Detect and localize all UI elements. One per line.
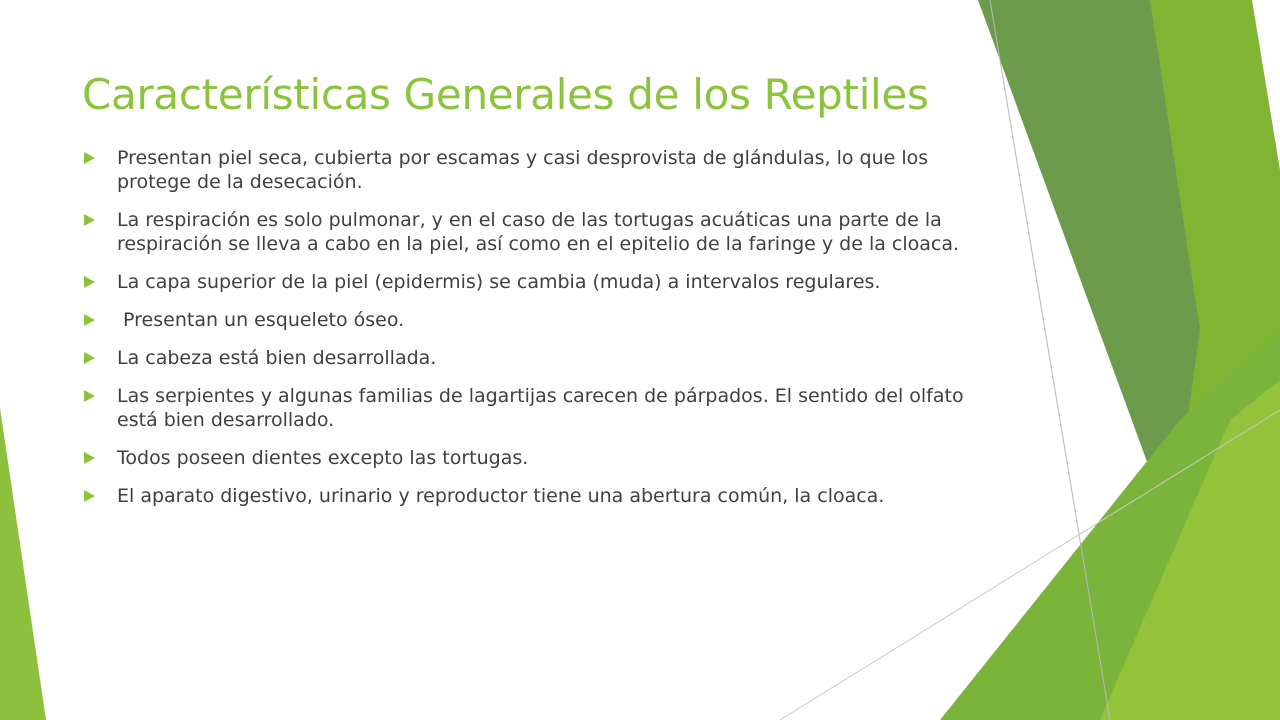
bullet-text: La respiración es solo pulmonar, y en el caso de las tortugas acuáticas una parte de la respiración se lleva a cabo en la piel, así como en el epitelio de la faringe y de la cloaca. <box>117 209 960 255</box>
bullet-list <box>82 146 972 522</box>
arrow-bullet-icon <box>84 152 95 164</box>
bullet-item <box>82 270 972 294</box>
bullet-item <box>82 346 972 370</box>
left-edge-wedge <box>0 408 46 720</box>
bullet-item <box>82 308 972 332</box>
bullet-text: La cabeza está bien desarrollada. <box>117 347 437 369</box>
arrow-bullet-icon <box>84 390 95 402</box>
bullet-item <box>82 146 972 194</box>
bullet-item <box>82 484 972 508</box>
bullet-text: Las serpientes y algunas familias de lagartijas carecen de párpados. El sentido del olfato está bien desarrollado. <box>117 385 964 431</box>
arrow-bullet-icon <box>84 314 95 326</box>
bullet-text: La capa superior de la piel (epidermis) se cambia (muda) a intervalos regulares. <box>117 271 881 293</box>
bullet-text: Todos poseen dientes excepto las tortugas. <box>117 447 529 469</box>
bullet-item <box>82 446 972 470</box>
arrow-bullet-icon <box>84 214 95 226</box>
arrow-bullet-icon <box>84 276 95 288</box>
bullet-text: Presentan piel seca, cubierta por escamas y casi desprovista de glándulas, lo que los protege de la desecación. <box>117 147 929 193</box>
arrow-bullet-icon <box>84 352 95 364</box>
bullet-text: El aparato digestivo, urinario y reproductor tiene una abertura común, la cloaca. <box>117 485 885 507</box>
arrow-bullet-icon <box>84 452 95 464</box>
bullet-item <box>82 384 972 432</box>
slide-title: Características Generales de los Reptiles <box>82 70 929 119</box>
bullet-item <box>82 208 972 256</box>
bullet-text: Presentan un esqueleto óseo. <box>117 309 405 331</box>
arrow-bullet-icon <box>84 490 95 502</box>
